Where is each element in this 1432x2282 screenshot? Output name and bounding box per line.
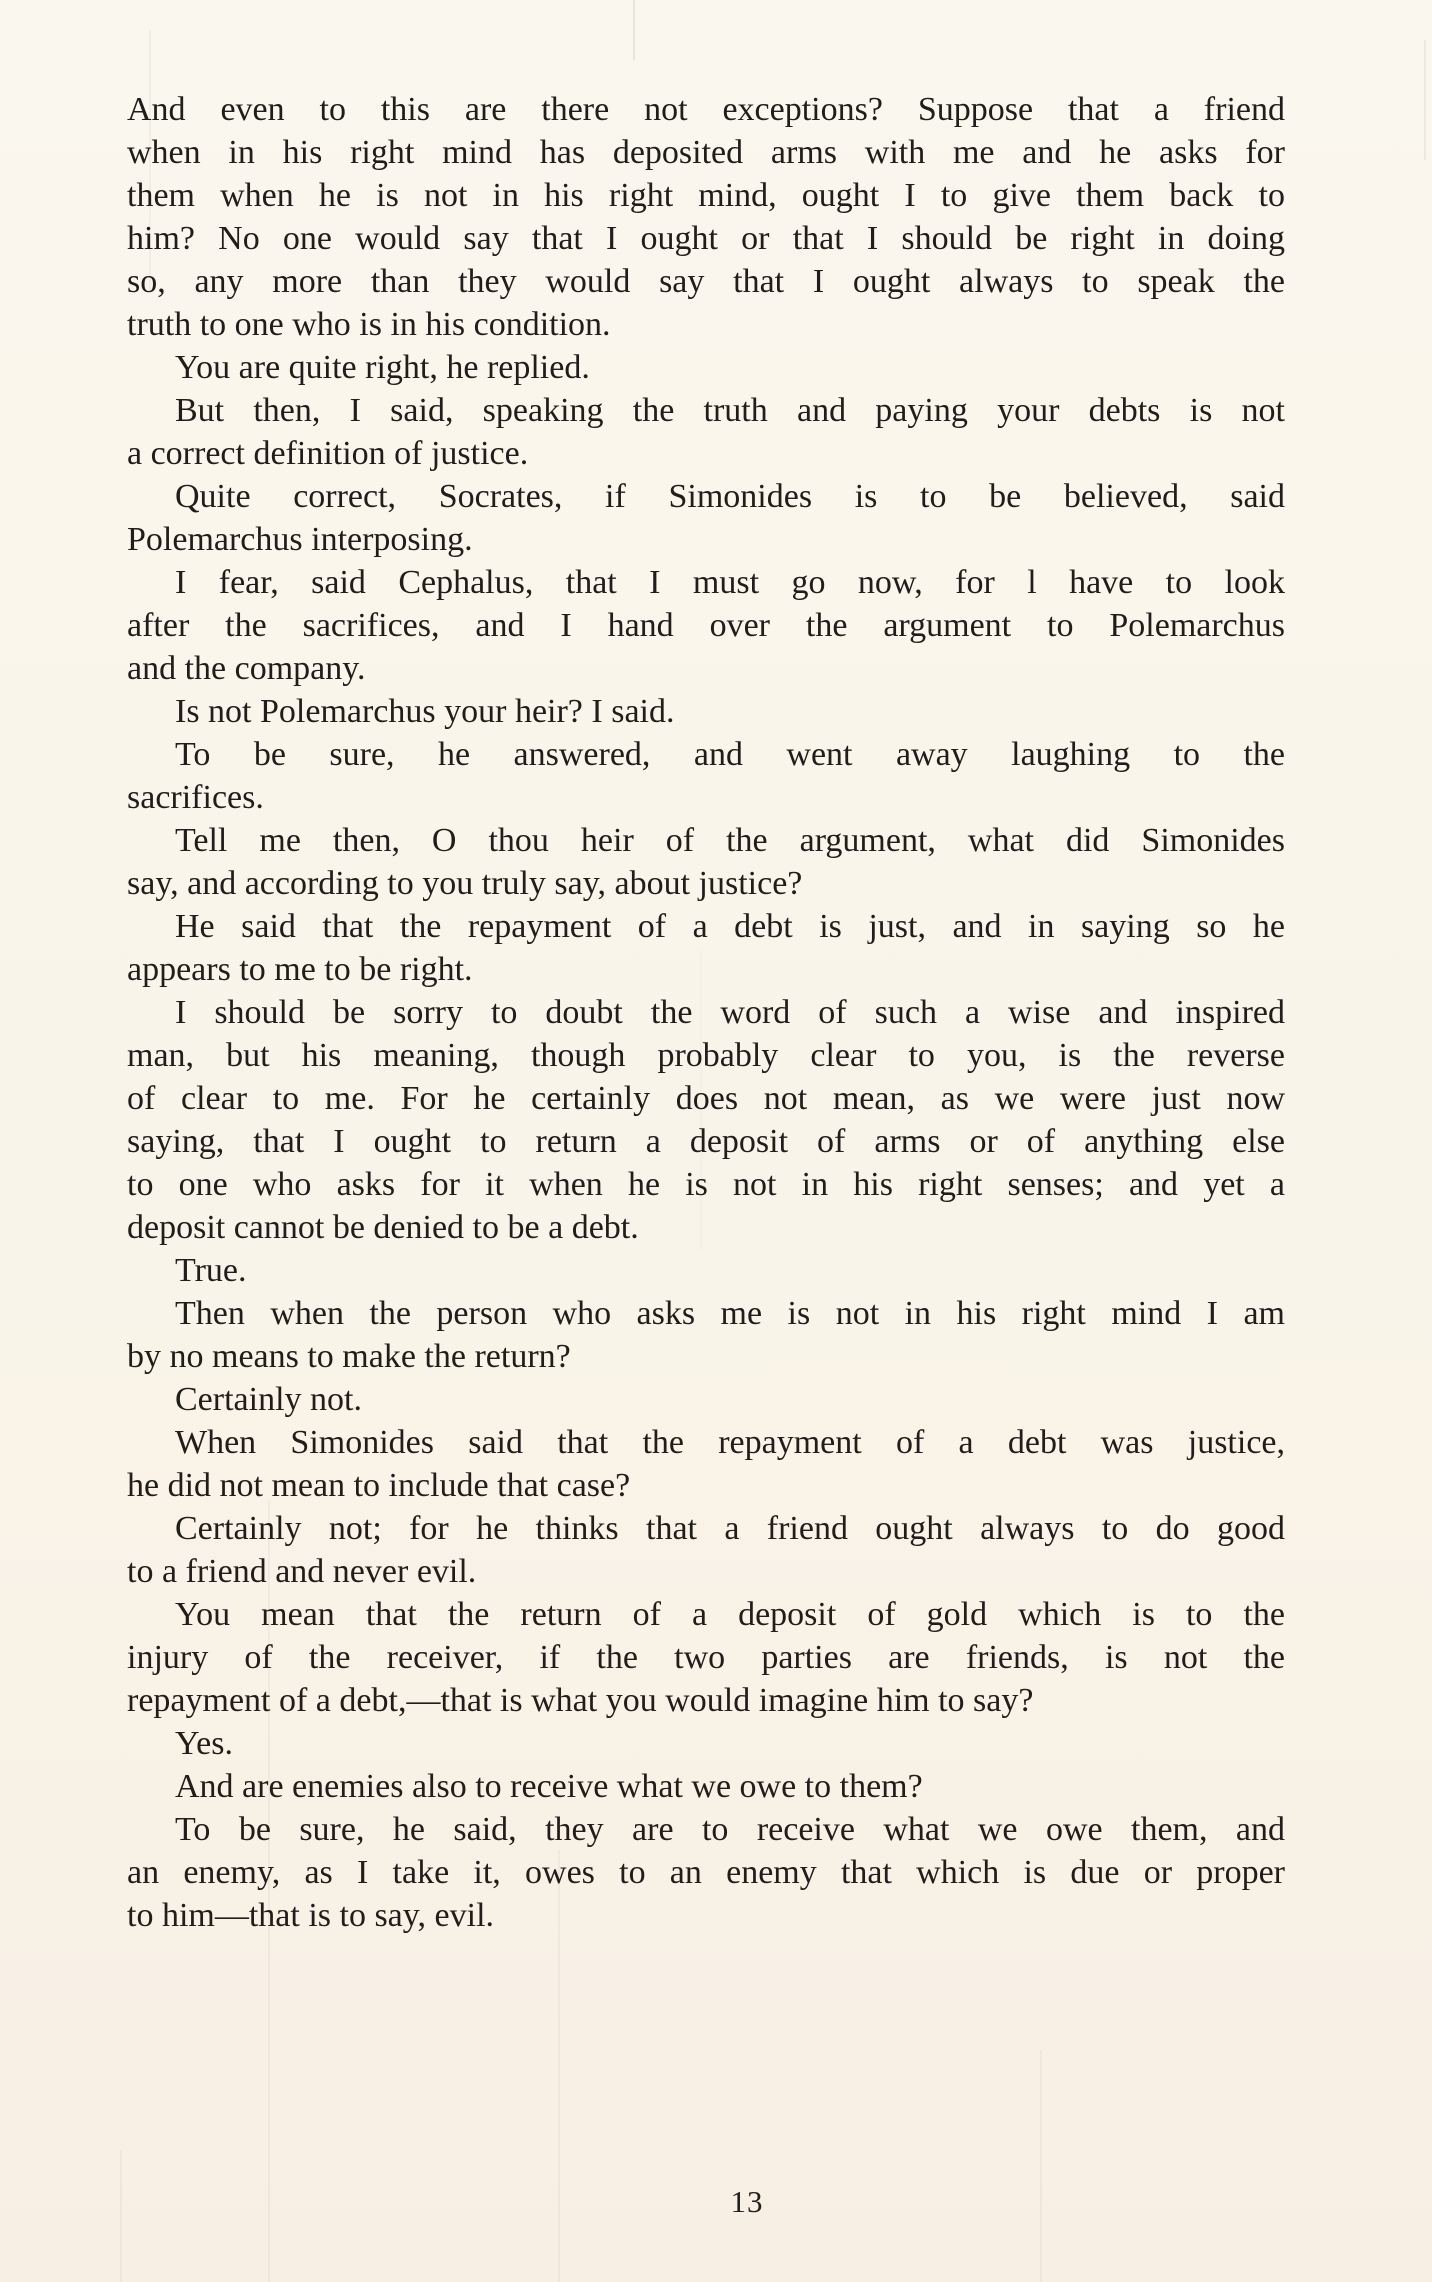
text-line: by no means to make the return? <box>127 1338 571 1375</box>
text-line: an enemy, as I take it, owes to an enemy that which is due or proper <box>127 1854 1285 1891</box>
text-line: Polemarchus interposing. <box>127 521 473 558</box>
text-line: man, but his meaning, though probably clear to you, is the reverse <box>127 1037 1285 1074</box>
text-line: saying, that I ought to return a deposit of arms or of anything else <box>127 1123 1285 1160</box>
text-line: sacrifices. <box>127 779 264 816</box>
text-line: Quite correct, Socrates, if Simonides is to be believed, said <box>175 478 1285 515</box>
text-line: so, any more than they would say that I ought always to speak the <box>127 263 1285 300</box>
text-line: I fear, said Cephalus, that I must go now, for l have to look <box>175 564 1285 601</box>
text-line: Certainly not; for he thinks that a friend ought always to do good <box>175 1510 1285 1547</box>
scan-streak <box>120 2150 122 2282</box>
text-line: to a friend and never evil. <box>127 1553 477 1590</box>
text-line: Certainly not. <box>175 1381 362 1418</box>
text-line: him? No one would say that I ought or that I should be right in doing <box>127 220 1285 257</box>
text-line: repayment of a debt,—that is what you would imagine him to say? <box>127 1682 1034 1719</box>
text-line: when in his right mind has deposited arms with me and he asks for <box>127 134 1285 171</box>
text-line: And are enemies also to receive what we owe to them? <box>175 1768 923 1805</box>
text-line: He said that the repayment of a debt is just, and in saying so he <box>175 908 1285 945</box>
text-line: True. <box>175 1252 247 1289</box>
text-line: Yes. <box>175 1725 233 1762</box>
text-line: To be sure, he answered, and went away laughing to the <box>175 736 1285 773</box>
text-line: appears to me to be right. <box>127 951 473 988</box>
text-line: and the company. <box>127 650 366 687</box>
text-line: to one who asks for it when he is not in his right senses; and yet a <box>127 1166 1285 1203</box>
page-number: 13 <box>730 2184 764 2219</box>
text-line: When Simonides said that the repayment of a debt was justice, <box>175 1424 1285 1461</box>
text-line: of clear to me. For he certainly does not mean, as we were just now <box>127 1080 1285 1117</box>
scan-streak <box>1424 40 1426 160</box>
text-line: Tell me then, O thou heir of the argument, what did Simonides <box>175 822 1285 859</box>
text-line: he did not mean to include that case? <box>127 1467 631 1504</box>
scan-streak <box>1040 2050 1042 2282</box>
text-line: Then when the person who asks me is not in his right mind I am <box>175 1295 1285 1332</box>
text-line: say, and according to you truly say, about justice? <box>127 865 803 902</box>
text-line: to him—that is to say, evil. <box>127 1897 495 1934</box>
text-line: I should be sorry to doubt the word of such a wise and inspired <box>175 994 1285 1031</box>
text-line: deposit cannot be denied to be a debt. <box>127 1209 639 1246</box>
text-line: a correct definition of justice. <box>127 435 529 472</box>
text-line: You are quite right, he replied. <box>175 349 590 386</box>
scan-streak <box>633 0 635 60</box>
text-line: truth to one who is in his condition. <box>127 306 611 343</box>
text-line: them when he is not in his right mind, ought I to give them back to <box>127 177 1285 214</box>
text-line: You mean that the return of a deposit of gold which is to the <box>175 1596 1285 1633</box>
text-line: after the sacrifices, and I hand over the argument to Polemarchus <box>127 607 1285 644</box>
text-line: injury of the receiver, if the two parties are friends, is not the <box>127 1639 1285 1676</box>
text-line: Is not Polemarchus your heir? I said. <box>175 693 675 730</box>
text-line: To be sure, he said, they are to receive what we owe them, and <box>175 1811 1285 1848</box>
body-text <box>127 88 1285 1937</box>
text-line: But then, I said, speaking the truth and paying your debts is not <box>175 392 1285 429</box>
text-line: And even to this are there not exceptions? Suppose that a friend <box>127 91 1285 128</box>
